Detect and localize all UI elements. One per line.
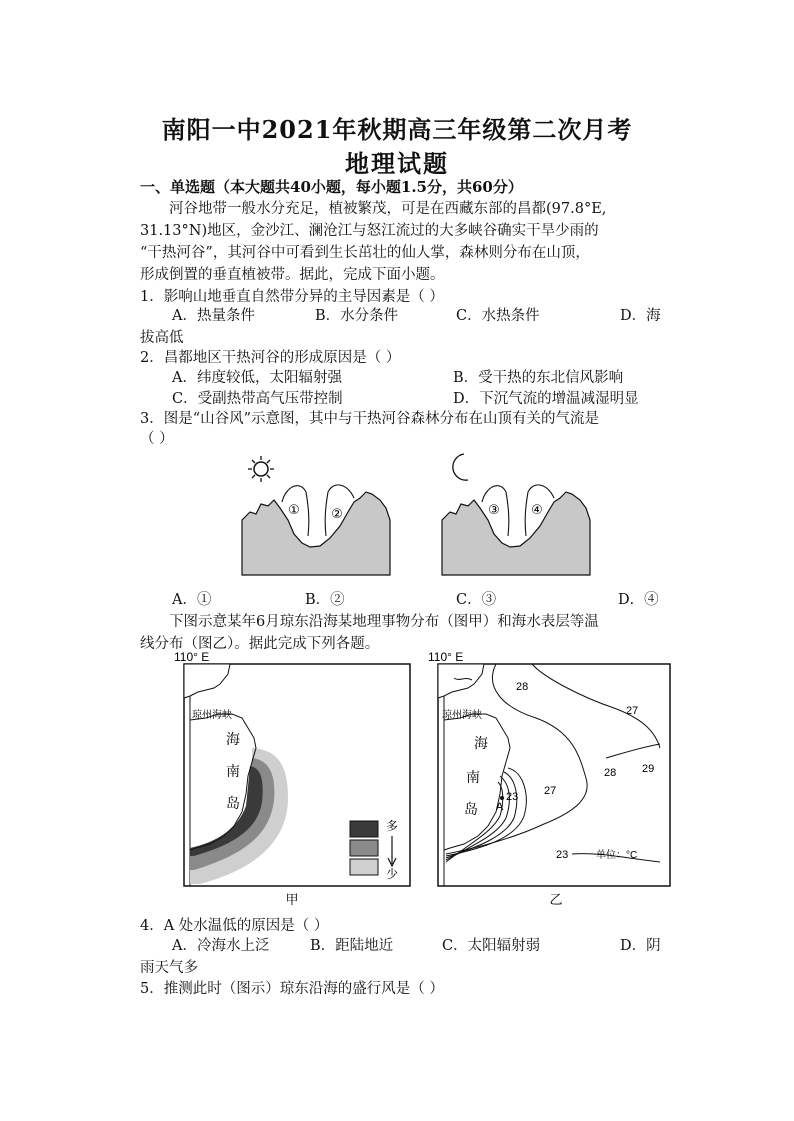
valley-wind-diagram (230, 448, 610, 578)
isotherm-label-28-north: 28 (516, 681, 529, 693)
passage1-line4: 形成倒置的垂直植被带。据此，完成下面小题。 (140, 267, 445, 283)
moon-icon (453, 454, 468, 480)
q3-option-b: B．② (305, 592, 345, 608)
question-2-stem: 2．昌都地区干热河谷的形成原因是（ ） (140, 350, 401, 366)
exam-title: 南阳一中2021年秋期高三年级第二次月考 (161, 115, 633, 144)
section-heading: 一、单选题（本大题共40小题，每小题1.5分，共60分） (140, 178, 523, 196)
map-yi-caption: 乙 (549, 892, 563, 907)
passage2-line2: 线分布（图乙）。据此完成下列各题。 (140, 636, 380, 652)
q4-option-d: D．阴 (620, 938, 661, 954)
passage1-line2: 31.13°N)地区，金沙江、澜沧江与怒江流过的大多峡谷确实干旱少雨的 (140, 223, 599, 239)
isotherm-label-27-coast: 27 (544, 785, 557, 797)
q2-option-b: B．受干热的东北信风影响 (453, 370, 624, 386)
map-jia (170, 648, 415, 910)
isotherm-label-27-east: 27 (626, 705, 639, 717)
q1-option-c: C．水热条件 (456, 308, 540, 324)
isotherm-label-28-east: 28 (604, 767, 617, 779)
isotherm-label-29: 29 (642, 763, 655, 775)
q1-option-a: A．热量条件 (172, 308, 255, 324)
q2-option-d: D．下沉气流的增温减湿明显 (453, 391, 639, 407)
question-3-stem-wrap: （ ） (140, 431, 174, 447)
question-1-stem: 1．影响山地垂直自然带分异的主导因素是（ ） (140, 289, 444, 305)
point-a-marker (500, 796, 504, 800)
q1-option-d-wrap: 拔高低 (140, 330, 184, 346)
q1-option-d: D．海 (620, 308, 661, 324)
map-jia-caption: 甲 (285, 892, 299, 907)
map-yi-strait: 琼州海峡 (442, 710, 482, 721)
map-yi-island-3: 岛 (464, 801, 478, 817)
flow-label-2: ② (331, 506, 343, 521)
q4-option-d-wrap: 雨天气多 (140, 960, 198, 976)
map-yi-island-1: 海 (474, 735, 488, 751)
point-a-label: A (496, 801, 504, 813)
night-panel (442, 454, 590, 575)
map-jia-island-3: 岛 (226, 795, 240, 811)
map-yi (424, 648, 674, 910)
q3-option-c: C．③ (456, 592, 497, 608)
map-jia-island-2: 南 (226, 763, 240, 779)
passage1-line3: “干热河谷”，其河谷中可看到生长茁壮的仙人掌，森林则分布在山顶， (140, 245, 590, 261)
isotherm-label-23: 23 (506, 791, 519, 803)
map-jia-longitude: 110° E (174, 650, 210, 664)
map-jia-strait: 琼州海峡 (192, 710, 232, 721)
day-panel (242, 456, 390, 575)
map-yi-island-2: 南 (466, 769, 480, 785)
q4-option-a: A．冷海水上泛 (172, 938, 270, 954)
exam-subtitle: 地理试题 (345, 149, 449, 178)
flow-label-4: ④ (531, 502, 543, 517)
q2-option-c: C．受副热带高气压带控制 (172, 391, 343, 407)
q3-option-d: D．④ (618, 592, 659, 608)
legend-more: 多 (386, 819, 399, 833)
question-5-stem: 5．推测此时（图示）琼东沿海的盛行风是（ ） (140, 981, 444, 997)
legend-less: 少 (386, 867, 399, 881)
flow-label-1: ① (288, 502, 300, 517)
flow-label-3: ③ (488, 502, 500, 517)
question-4-stem: 4．A 处水温低的原因是（ ） (140, 918, 329, 934)
q1-option-b: B．水分条件 (315, 308, 399, 324)
q2-option-a: A．纬度较低，太阳辐射强 (172, 370, 342, 386)
map-yi-unit: 单位：°C (596, 850, 638, 861)
passage2-line1: 下图示意某年6月琼东沿海某地理事物分布（图甲）和海水表层等温 (169, 614, 599, 630)
isotherm-label-23-legend: 23 (556, 849, 569, 861)
question-3-stem: 3．图是“山谷风”示意图，其中与干热河谷森林分布在山顶有关的气流是 (140, 411, 600, 427)
map-jia-island-1: 海 (226, 731, 240, 747)
q3-option-a: A．① (172, 592, 212, 608)
q4-option-b: B．距陆地近 (310, 938, 394, 954)
sun-icon (248, 456, 274, 482)
map-yi-longitude: 110° E (428, 650, 464, 664)
q4-option-c: C．太阳辐射弱 (442, 938, 541, 954)
passage1-line1: 河谷地带一般水分充足，植被繁茂，可是在西藏东部的昌都(97.8°E, (169, 201, 607, 217)
